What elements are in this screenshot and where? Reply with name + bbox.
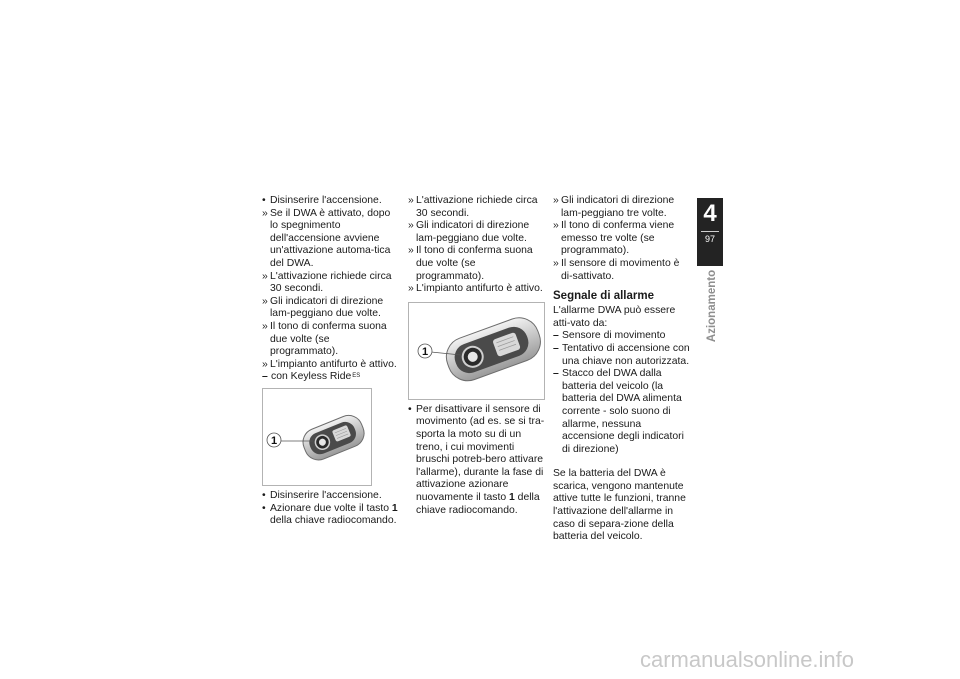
closing-paragraph: Se la batteria del DWA è scarica, vengono mantenute attive tutte le funzioni, tranne l'attivazione dell'allarme in caso di separa-zione della batteria del veicolo. [553, 468, 686, 543]
steps-list-1 [262, 195, 400, 384]
chapter-number: 4 [703, 200, 717, 227]
chapter-divider [701, 231, 719, 232]
list-item: • Azionare due volte il tasto 1 della chiave radiocomando. [262, 502, 398, 527]
list-item: » Il tono di conferma viene emesso tre volte (se programmato). [553, 220, 675, 257]
list-item: » Il tono di conferma suona due volte (se programmato). [262, 320, 387, 358]
figure-callout: 1 [421, 345, 429, 358]
list-item: – Sensore di movimento [553, 330, 666, 342]
list-item: » L'attivazione richiede circa 30 secondi. [262, 270, 392, 295]
key-fob-figure-2 [408, 302, 545, 400]
list-item: • Disinserire l'accensione. [262, 195, 382, 206]
list-item: » L'impianto antifurto è attivo. [262, 358, 397, 370]
steps-list-5 [553, 195, 690, 283]
key-fob-figure-1 [262, 388, 372, 486]
steps-list-2 [262, 490, 400, 528]
list-item: » Gli indicatori di direzione lam-peggiano tre volte. [553, 195, 675, 219]
section-title-vertical: Azionamento [706, 269, 718, 343]
page-number: 97 [704, 234, 715, 244]
list-item: – Stacco del DWA dalla batteria del veicolo (la batteria del DWA alimenta corrente - solo suono di allarme, nessuna accensione degli indicatori di direzione) [553, 368, 684, 455]
list-item: » Gli indicatori di direzione lam-peggiano due volte. [262, 295, 384, 320]
list-item: • Per disattivare il sensore di movimento (ad es. se si tra-sporta la moto su di un treno, i cui movimenti bruschi potreb-bero attivare l'allarme), durante la fase di attivazione azionare nuovamente il tasto 1 della chiave radiocomando. [408, 403, 545, 516]
variant-item: – con Keyless Ride$^{ES}$ [262, 371, 361, 383]
figure-callout: 1 [270, 434, 278, 447]
column-2 [408, 195, 545, 517]
chapter-tab [697, 198, 723, 266]
list-item: – Tentativo di accensione con una chiave non autorizzata. [553, 342, 690, 367]
steps-list-4 [408, 404, 545, 517]
column-1 [262, 195, 400, 528]
column-3 [553, 195, 690, 544]
list-item: » L'attivazione richiede circa 30 secondi. [408, 195, 538, 219]
list-item: » Se il DWA è attivato, dopo lo spegnimento dell'accensione avviene un'attivazione automa-tica del DWA. [262, 207, 391, 269]
list-item: » Gli indicatori di direzione lam-peggiano due volte. [408, 220, 530, 244]
steps-list-3 [408, 195, 545, 296]
section-heading: Segnale di allarme [553, 290, 654, 303]
list-item: • Disinserire l'accensione. [262, 489, 382, 501]
key-fob-illustration [409, 303, 544, 399]
list-item: » L'impianto antifurto è attivo. [408, 283, 543, 295]
list-item: » Il sensore di movimento è di-sattivato. [553, 257, 680, 282]
intro-paragraph: L'allarme DWA può essere atti-vato da: [553, 305, 676, 329]
key-fob-illustration [263, 389, 371, 485]
list-item: » Il tono di conferma suona due volte (se programmato). [408, 245, 533, 282]
watermark: carmanualsonline.info [640, 647, 855, 672]
alarm-trigger-list [553, 330, 690, 456]
